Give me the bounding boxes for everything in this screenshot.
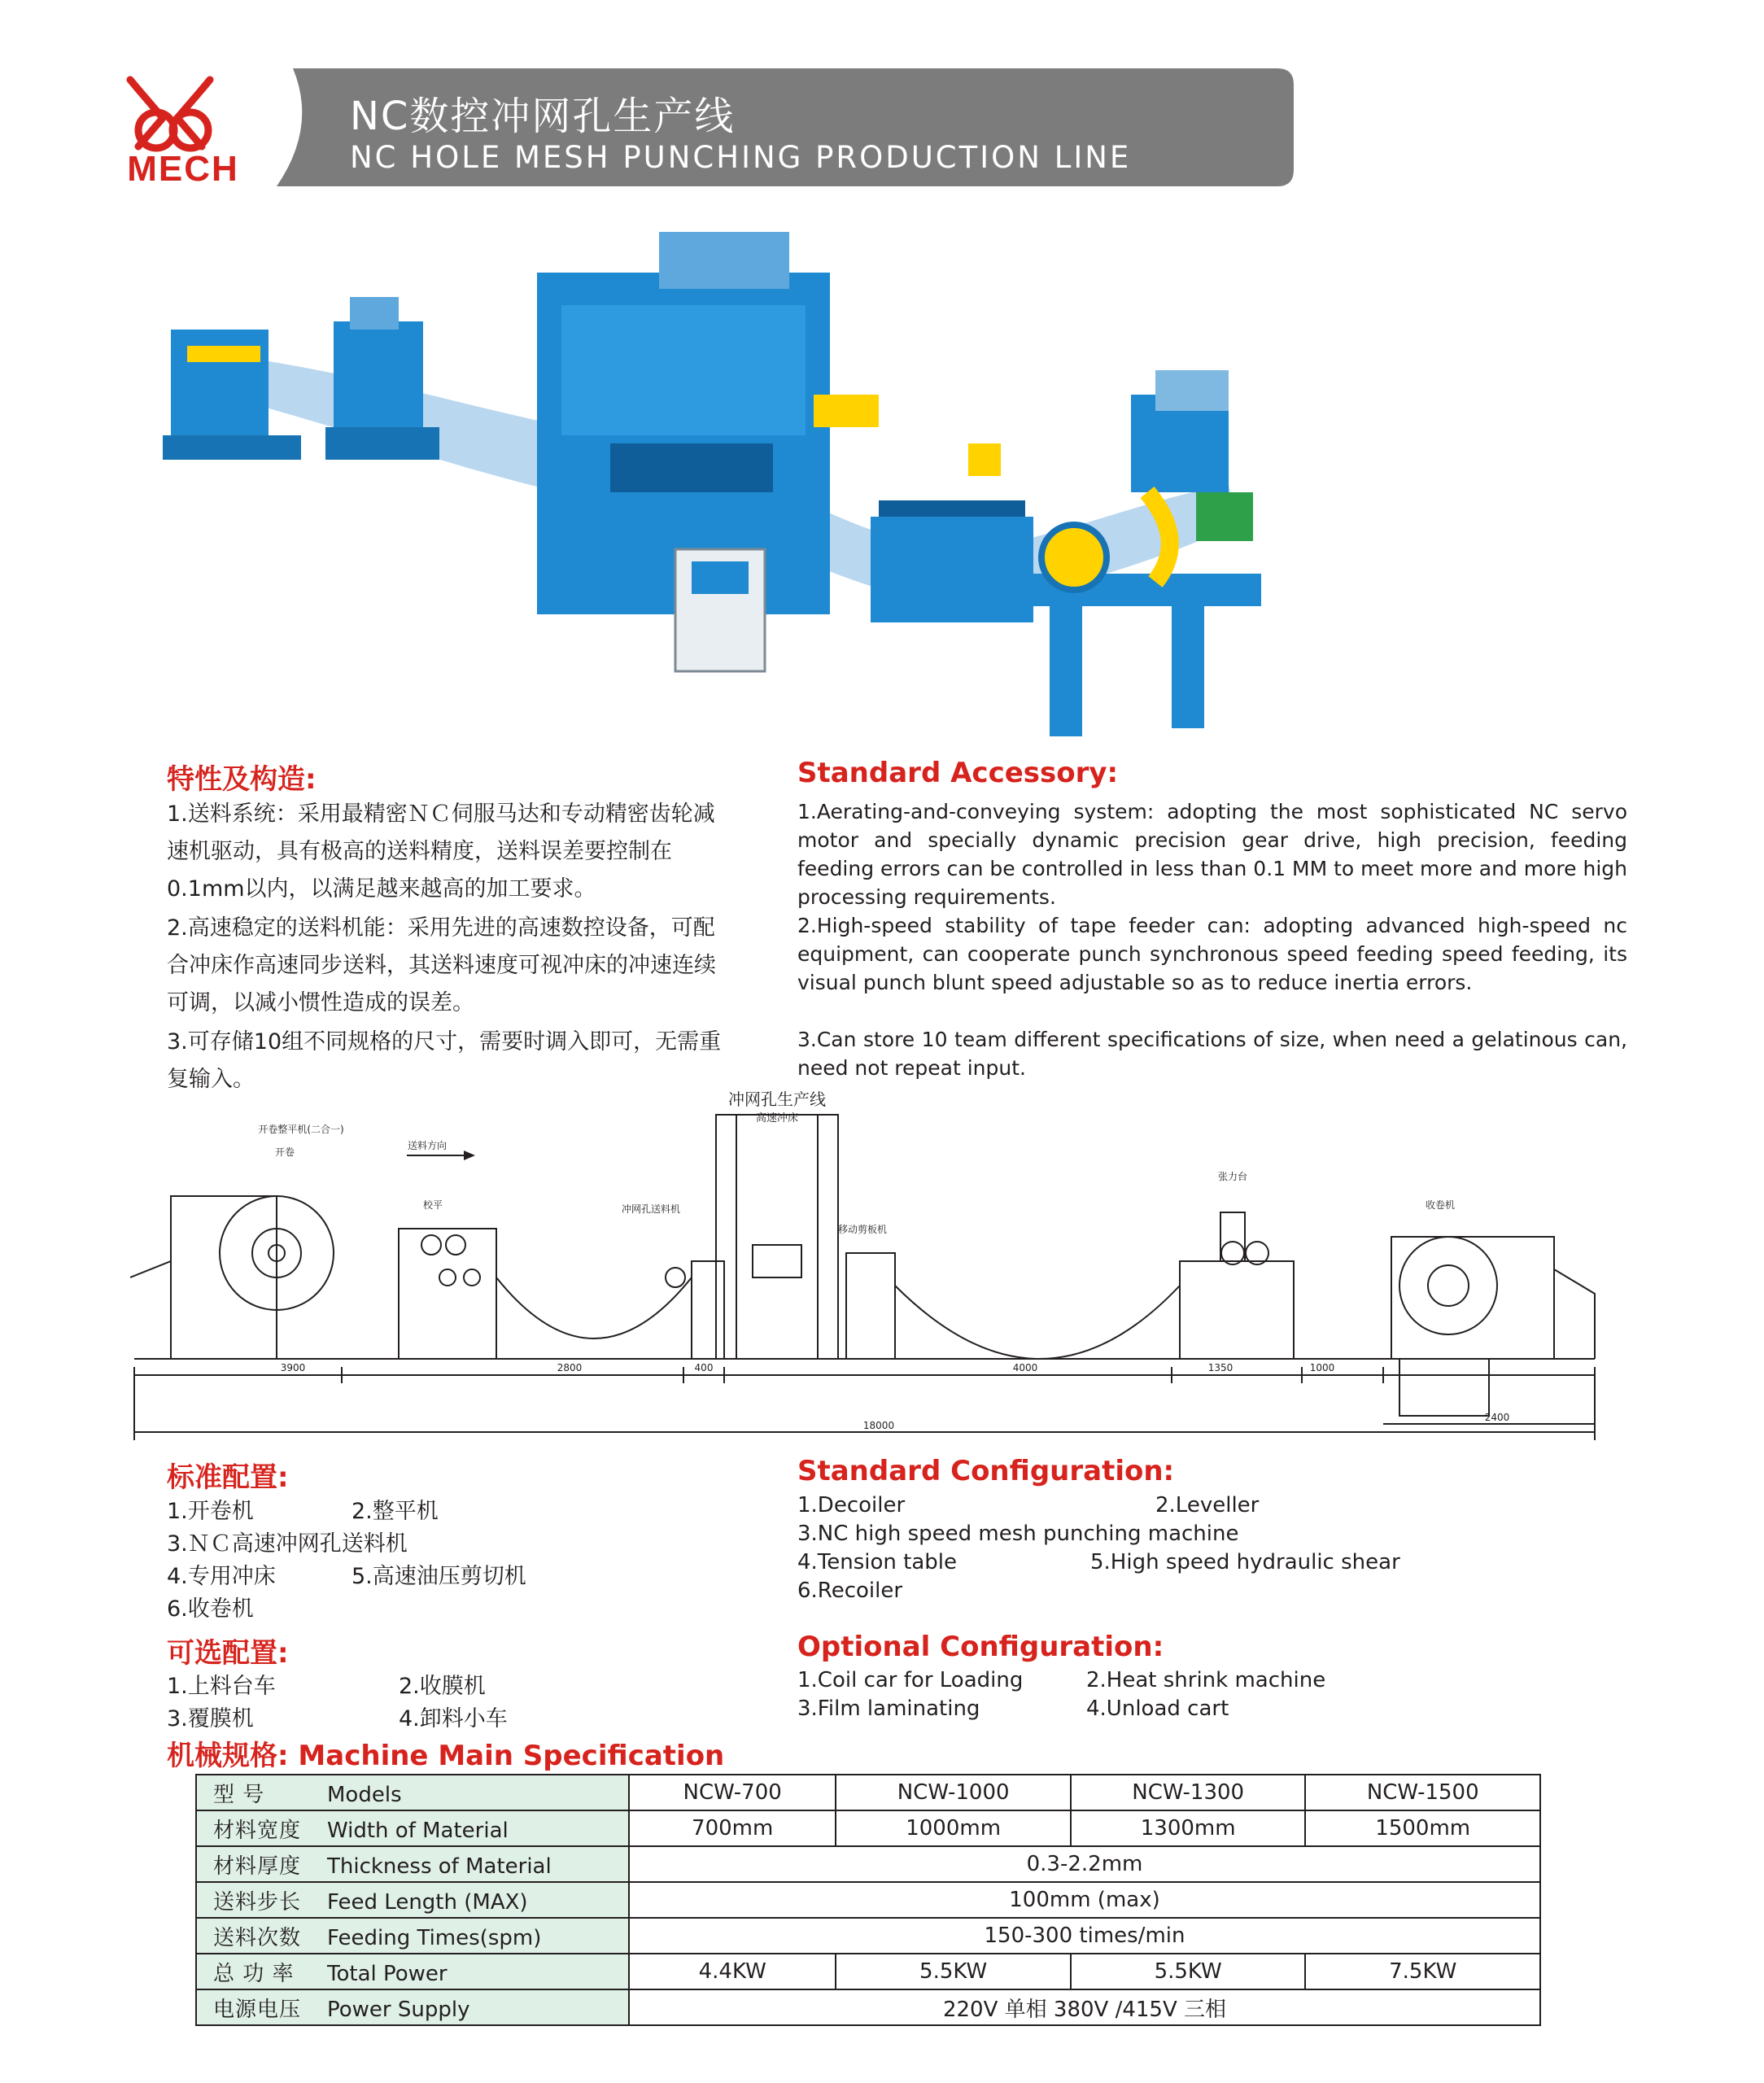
dim-18000: 18000	[862, 1420, 895, 1431]
cell: NCW-700	[629, 1775, 836, 1810]
table-row	[196, 1810, 1540, 1846]
dim-2400: 2400	[1484, 1412, 1510, 1423]
std-cn-3: 3.ＮＣ高速冲网孔送料机	[167, 1531, 408, 1557]
label-recoiler: 收卷机	[1425, 1199, 1456, 1211]
std-en-6: 6.Recoiler	[797, 1579, 903, 1603]
cell: 1300mm	[1071, 1810, 1306, 1846]
opt-en-1: 1.Coil car for Loading	[797, 1668, 1024, 1692]
cell: 100mm (max)	[629, 1882, 1540, 1918]
table-row	[196, 1954, 1540, 1989]
optional-config-title-cn: 可选配置:	[167, 1637, 289, 1670]
opt-cn-2: 2.收膜机	[399, 1674, 486, 1699]
features-cn-2: 2.高速稳定的送料机能：采用先进的高速数控设备，可配合冲床作高速同步送料，其送料速度可视冲床的冲速连续可调，以减小惯性造成的误差。	[167, 915, 716, 1015]
dim-1350: 1350	[1207, 1362, 1233, 1373]
row-label: 型 号 Models	[196, 1775, 629, 1810]
page-title-en: NC HOLE MESH PUNCHING PRODUCTION LINE	[350, 140, 1132, 175]
label-leveler: 校平	[422, 1199, 443, 1211]
std-en-2: 2.Leveller	[1155, 1493, 1260, 1517]
cell: 5.5KW	[1071, 1954, 1306, 1989]
production-line-photo	[155, 232, 1351, 745]
features-en-2: 2.High-speed stability of tape feeder can: adopting advanced high-speed nc equipment, can cooperate punch synchronous speed feeding speed feeding, its visual punch blunt speed adjustable so as to reduce inertia errors.	[797, 914, 1627, 994]
cell: NCW-1300	[1071, 1775, 1306, 1810]
features-en-3: 3.Can store 10 team different specifications of size, when need a gelatinous can, need not repeat input.	[797, 1028, 1627, 1080]
label-feeder: 冲网孔送料机	[621, 1203, 681, 1215]
std-en-4: 4.Tension table	[797, 1550, 958, 1574]
row-label: 电源电压 Power Supply	[196, 1989, 629, 2025]
row-label: 总 功 率 Total Power	[196, 1954, 629, 1989]
label-shear: 移动剪板机	[837, 1224, 888, 1235]
table-row	[196, 1846, 1540, 1882]
features-cn-1: 1.送料系统：采用最精密ＮＣ伺服马达和专动精密齿轮减速机驱动，具有极高的送料精度，送料误差要控制在0.1mm以内，以满足越来越高的加工要求。	[167, 801, 715, 902]
std-cn-5: 5.高速油压剪切机	[351, 1564, 526, 1589]
row-label: 送料次数 Feeding Times(spm)	[196, 1918, 629, 1954]
std-en-1: 1.Decoiler	[797, 1493, 906, 1517]
dim-4000: 4000	[1012, 1362, 1038, 1373]
cell: 220V 单相 380V /415V 三相	[629, 1989, 1540, 2025]
opt-en-2: 2.Heat shrink machine	[1086, 1668, 1326, 1692]
row-label: 材料宽度 Width of Material	[196, 1810, 629, 1846]
standard-accessory-title: Standard Accessory:	[797, 757, 1119, 789]
standard-config-title-cn: 标准配置:	[167, 1461, 289, 1494]
dim-1000: 1000	[1309, 1362, 1335, 1373]
dim-2800: 2800	[557, 1362, 583, 1373]
svg-text:MECH: MECH	[127, 149, 239, 187]
page-title-cn: NC数控冲网孔生产线	[350, 94, 736, 139]
std-cn-4: 4.专用冲床	[167, 1564, 276, 1589]
cell: 4.4KW	[629, 1954, 836, 1989]
table-row	[196, 1775, 1540, 1810]
std-en-5: 5.High speed hydraulic shear	[1090, 1550, 1400, 1574]
std-cn-1: 1.开卷机	[167, 1499, 254, 1524]
mech-logo	[106, 73, 260, 187]
dim-400: 400	[694, 1362, 714, 1373]
cell: 7.5KW	[1305, 1954, 1540, 1989]
cell: 0.3-2.2mm	[629, 1846, 1540, 1882]
line-layout-diagram	[130, 1090, 1611, 1448]
std-cn-6: 6.收卷机	[167, 1596, 254, 1622]
opt-en-4: 4.Unload cart	[1086, 1697, 1229, 1721]
label-decoiler-leveler: 开卷整平机(二合一)	[258, 1124, 344, 1135]
cell: 700mm	[629, 1810, 836, 1846]
spec-title: 机械规格: Machine Main Specification	[167, 1740, 725, 1772]
features-cn-3: 3.可存储10组不同规格的尺寸，需要时调入即可，无需重复输入。	[167, 1029, 722, 1092]
features-en-1: 1.Aerating-and-conveying system: adopting the most sophisticated NC servo motor and specially dynamic precision gear drive, high precision, feeding feeding errors can be controlled in less than 0.1 MM to meet more and more high processing requirements.	[797, 800, 1627, 909]
opt-en-3: 3.Film laminating	[797, 1697, 980, 1721]
label-feed-direction: 送料方向	[407, 1140, 448, 1151]
row-label: 材料厚度 Thickness of Material	[196, 1846, 629, 1882]
dim-3900: 3900	[280, 1362, 306, 1373]
table-row	[196, 1989, 1540, 2025]
opt-cn-3: 3.覆膜机	[167, 1706, 254, 1731]
cell: 5.5KW	[836, 1954, 1071, 1989]
cell: NCW-1000	[836, 1775, 1071, 1810]
opt-cn-4: 4.卸料小车	[399, 1706, 508, 1731]
std-en-3: 3.NC high speed mesh punching machine	[797, 1522, 1239, 1546]
label-uncoil: 开卷	[274, 1146, 295, 1158]
cell: 150-300 times/min	[629, 1918, 1540, 1954]
std-cn-2: 2.整平机	[351, 1499, 439, 1524]
table-row	[196, 1918, 1540, 1954]
diagram-subtitle: 高速冲床	[755, 1112, 799, 1124]
opt-cn-1: 1.上料台车	[167, 1674, 276, 1699]
table-row	[196, 1882, 1540, 1918]
diagram-title: 冲网孔生产线	[728, 1090, 826, 1109]
cell: NCW-1500	[1305, 1775, 1540, 1810]
cell: 1500mm	[1305, 1810, 1540, 1846]
row-label: 送料步长 Feed Length (MAX)	[196, 1882, 629, 1918]
spec-table	[195, 1774, 1541, 2026]
standard-config-title-en: Standard Configuration:	[797, 1455, 1175, 1487]
cell: 1000mm	[836, 1810, 1071, 1846]
optional-config-title-en: Optional Configuration:	[797, 1631, 1164, 1663]
label-tension: 张力台	[1217, 1171, 1248, 1182]
features-title-cn: 特性及构造:	[167, 763, 317, 796]
